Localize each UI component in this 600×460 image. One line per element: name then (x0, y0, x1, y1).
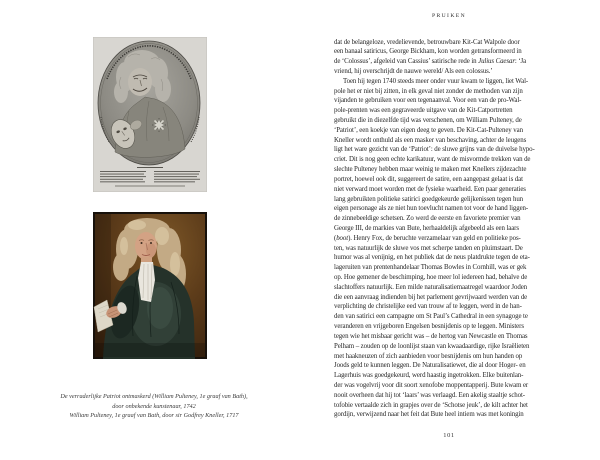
text-line: veranderen en vrijgeboren Engelsen besnijdenis op te leggen. Ministers (334, 323, 524, 331)
text-line: slachtoffers natuurlijk. Een milde naturalisatiemaatregel waardoor Joden (334, 283, 528, 291)
text-line: niet verward moet worden met de fysieke waarheid. Een paar generaties (334, 185, 526, 193)
text-line: Toen hij tegen 1740 steeds meer onder vuur kwam te liggen, liet Wal- (343, 77, 529, 85)
caption-line: De verraderlijke Patriot ontmaskerd (William Pulteney, 1e graaf van Bath), (60, 393, 248, 400)
text-line: op. Hoe gemener de beschimping, hoe meer lol iedereen had, behalve de (334, 274, 528, 281)
painting-image (93, 212, 207, 359)
text-line: die een aanvraag indienden bij het parlement gevrijwaard werden van de (334, 293, 528, 301)
text-line: gordijn, verwijzend naar het feit dat Bute heel intiem was met koningin (334, 411, 524, 419)
text-line: nooit overheen dat hij tot ‘laars’ was verlaagd. Een akelig staaltje schot- (334, 391, 525, 399)
running-head: PRUIKEN (431, 13, 467, 19)
text-line: (boot). Henry Fox, de beruchte verzamelaar van geld en politieke pos- (334, 234, 521, 242)
painting-face (135, 232, 157, 260)
text-line: pole het er niet bij zitten, in elk geval niet zonder de methoden van zijn (334, 87, 523, 95)
text-line: vriend, hij overschrijdt de nauwe wereld/ Als een colossus.’ (334, 67, 493, 75)
text-line: vijanden te gebruiken voor een tegenaanval. Voor een van de pro-Wal- (334, 97, 522, 105)
text-line: den van satirici een campagne om St Paul’s Cathedral in een synagoge te (334, 313, 528, 321)
text-line: ‘Patriot’, een koekje van eigen deeg te geven. De Kit-Cat-Pulteney van (334, 126, 523, 134)
painting-figure (93, 212, 207, 359)
text-line: tegen wie het misbaar gericht was – de hertog van Newcastle en Thomas (334, 332, 528, 340)
text-line: der was vogelvrij voor dit soort xenofobe moppentapperij. Bute kwam er (334, 381, 529, 389)
text-line: George III, de markies van Bute, herhaaldelijk afgebeeld als een laars (334, 224, 519, 232)
caption-line: William Pulteney, 1e graaf van Bath, door sir Godfrey Kneller, 1717 (69, 412, 239, 420)
text-line: humor was al venijnig, en het publiek dat de neus platdrukte tegen de eta- (334, 254, 530, 262)
text-line: Joods geld te kunnen leggen. De Naturalisatiewet, die al door Hoger- en (334, 362, 526, 370)
text-line: dat de belangeloze, vredelievende, betrouwbare Kit-Cat Walpole door (334, 38, 520, 46)
caption-line: door onbekende kunstenaar, 1742 (112, 402, 196, 410)
text-line: eigen personage als ze niet hun toevlucht namen tot voor de hand liggen- (334, 205, 529, 213)
engraving-figure (93, 37, 207, 192)
text-line: Kneller wordt onthuld als een masker van beschaving, achter de leugens (334, 136, 527, 144)
page-number: 101 (443, 432, 455, 439)
text-line: criet. Dit is nog geen echte karikatuur, want de misvormde trekken van de (334, 156, 531, 164)
text-line: Pelham – zouden op de loonlijst staan van kwaadaardige, rijke Israëlieten (334, 342, 530, 350)
text-line: lang gebruikten politieke satirici goedgekeurde gelijkenissen tegen hun (334, 195, 524, 203)
text-line: portret, hoewel ook dit, suggereert de satire, een aangepast gelaat is dat (334, 175, 523, 183)
text-line: lageruiten van prentenhandelaar Thomas Bowles in Cornhill, was er gek (334, 264, 527, 272)
text-line: een banaal satiricus, George Bickham, kon worden getransformeerd in (334, 48, 522, 56)
text-line: de ‘Colossus’, afgeleid van Cassius’ satirische rede in Julius Caesar: ‘Ja (334, 58, 527, 66)
text-line: slechte Pulteney hebben maar weinig te maken met Knellers zijdezachte (334, 166, 527, 174)
text-line: ligt het ware gezicht van de ‘Patriot’: de sluwe grijns van de duivelse hypo- (334, 146, 535, 154)
text-line: gebruikt die in diezelfde tijd was verschenen, om William Pulteney, de (334, 117, 522, 124)
engraving-image (93, 37, 207, 192)
figure-caption (30, 392, 278, 421)
text-line: de zinnebeeldige schetsen. Zo werd de eerste en favoriete premier van (334, 215, 521, 223)
text-line: ten, was natuurlijk de sluwe vos met scherpe tanden en pluimstaart. De (334, 244, 523, 252)
engraving-face (128, 68, 152, 96)
text-line: tofobie vertaalde zich in grapjes over de ‘Schotse jeuk’, de kilt achter het (334, 401, 528, 409)
text-line: pole-prenten was een gegraveerde uitgave van de Kit-Catportretten (334, 107, 513, 115)
text-line: verplichting de christelijke eed van trouw af te leggen, werd in de han- (334, 303, 522, 311)
body-text (334, 38, 564, 421)
text-line: Lagerhuis was goedgekeurd, werd haastig ingetrokken. Elke buitenlan- (334, 372, 524, 380)
text-line: met haakneuzen of zich aanbieden voor besnijdenis om hun handen op (334, 352, 523, 360)
